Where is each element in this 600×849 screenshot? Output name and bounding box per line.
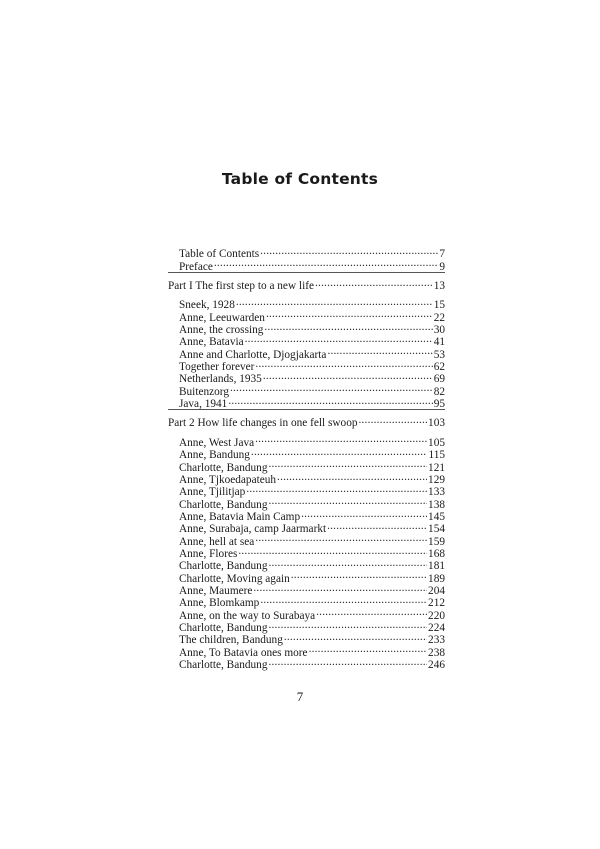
toc-entry-page-number: 181 [428,560,445,573]
dot-leader [230,382,433,394]
dot-leader [260,245,438,257]
dot-leader [301,508,427,520]
toc-entry-page-number: 189 [428,572,445,585]
dot-leader [266,308,433,320]
toc-entry-label: Charlotte, Bandung [179,498,268,511]
toc-entry-label: Anne and Charlotte, Djogjakarta [179,348,327,361]
toc-entry-page-number: 9 [439,260,445,273]
toc-entry-page-number: 105 [428,436,445,449]
dot-leader [263,370,433,382]
toc-entry-label: Anne, Maumere [179,584,253,597]
toc-entry [168,245,445,261]
dot-leader [309,643,427,655]
dot-leader [315,277,433,289]
dot-leader [238,545,427,557]
toc-entry-label: The children, Bandung [179,634,283,647]
toc-entry-label: Table of Contents [179,248,260,261]
toc-entry-label: Anne, Blomkamp [179,597,260,610]
dot-leader [255,532,427,544]
toc-entry-page-number: 154 [428,523,445,536]
toc-entry-page-number: 133 [428,486,445,499]
toc-entry-page-number: 233 [428,634,445,647]
toc-entry-label: Anne, West Java [179,436,255,449]
dot-leader [268,557,427,569]
toc-entry-page-number: 168 [428,547,445,560]
toc-entry-page-number: 13 [433,280,445,293]
toc-entry-page-number: 212 [428,597,445,610]
dot-leader [284,631,427,643]
toc-entry-label: Java, 1941 [179,398,228,411]
toc-entry-label: Anne, Leeuwarden [179,311,265,324]
toc-entry-page-number: 103 [428,417,445,430]
dot-leader [255,358,432,370]
dot-leader [277,471,427,483]
toc-entry-label: Preface [179,260,213,273]
toc-entry-page-number: 30 [433,324,445,337]
page-number: 7 [296,689,304,704]
dot-leader [255,433,427,445]
toc-entry-label: Together forever [179,361,255,374]
toc-entry-page-number: 69 [433,373,445,386]
toc-entry-page-number: 15 [433,299,445,312]
toc-entry [168,296,445,312]
toc-entry-page-number: 121 [428,461,445,474]
dot-leader [236,296,433,308]
toc-entry-label: Part 2 How life changes in one fell swoop [168,417,358,430]
toc-entry-label: Sneek, 1928 [179,299,235,312]
toc-part-heading [168,277,445,293]
dot-leader [268,495,427,507]
dot-leader [291,569,427,581]
toc-entry-label: Charlotte, Moving again [179,572,290,585]
dot-leader [214,257,438,269]
toc-entry-page-number: 159 [428,535,445,548]
dot-leader [327,345,432,357]
dot-leader [268,619,427,631]
dot-leader [260,594,427,606]
toc-entry-label: Anne, the crossing [179,324,264,337]
dot-leader [251,446,428,458]
dot-leader [327,520,427,532]
dot-leader [316,606,427,618]
toc-entry-page-number: 224 [428,621,445,634]
toc-entry-label: Anne, To Batavia ones more [179,646,308,659]
toc-entry-page-number: 115 [428,449,445,462]
toc-entry-page-number: 238 [428,646,445,659]
dot-leader [228,395,432,407]
dot-leader [245,333,433,345]
toc-entry-page-number: 204 [428,584,445,597]
table-of-contents [168,245,445,671]
toc-entry-label: Anne, Bandung [179,449,250,462]
toc-entry-label: Charlotte, Bandung [179,659,268,671]
toc-entry-label: Anne, hell at sea [179,535,255,548]
dot-leader [253,582,427,594]
toc-entry-label: Anne, Batavia [179,336,244,349]
toc-entry-page-number: 53 [433,348,445,361]
dot-leader [264,321,432,333]
toc-entry-label: Anne, Tjkoedapateuh [179,473,277,486]
toc-entry-label: Buitenzorg [179,385,229,398]
toc-entry-page-number: 22 [433,311,445,324]
toc-entry-page-number: 82 [433,385,445,398]
toc-entry-label: Charlotte, Bandung [179,461,268,474]
toc-entry-label: Part I The first step to a new life [168,280,314,293]
toc-entry-label: Netherlands, 1935 [179,373,262,386]
toc-entry-page-number: 41 [433,336,445,349]
toc-entry-label: Charlotte, Bandung [179,621,268,634]
toc-entry-page-number: 220 [428,609,445,622]
toc-entry-page-number: 145 [428,510,445,523]
toc-entry-label: Anne, Flores [179,547,238,560]
toc-entry-page-number: 138 [428,498,445,511]
toc-entry [168,433,445,449]
toc-entry-page-number: 246 [428,659,445,671]
dot-leader [268,458,427,470]
toc-entry-page-number: 7 [439,248,445,261]
toc-entry-label: Anne, Tjilitjap [179,486,246,499]
toc-entry-page-number: 62 [433,361,445,374]
toc-entry-label: Charlotte, Bandung [179,560,268,573]
dot-leader [268,656,427,668]
dot-leader [246,483,427,495]
toc-entry-page-number: 129 [428,473,445,486]
toc-entry-label: Anne, on the way to Surabaya [179,609,316,622]
dot-leader [359,414,428,426]
toc-part-heading [168,414,445,430]
toc-entry-label: Anne, Surabaja, camp Jaarmarkt [179,523,327,536]
toc-entry-label: Anne, Batavia Main Camp [179,510,301,523]
toc-entry-page-number: 95 [433,398,445,411]
page-title: Table of Contents [221,170,379,188]
